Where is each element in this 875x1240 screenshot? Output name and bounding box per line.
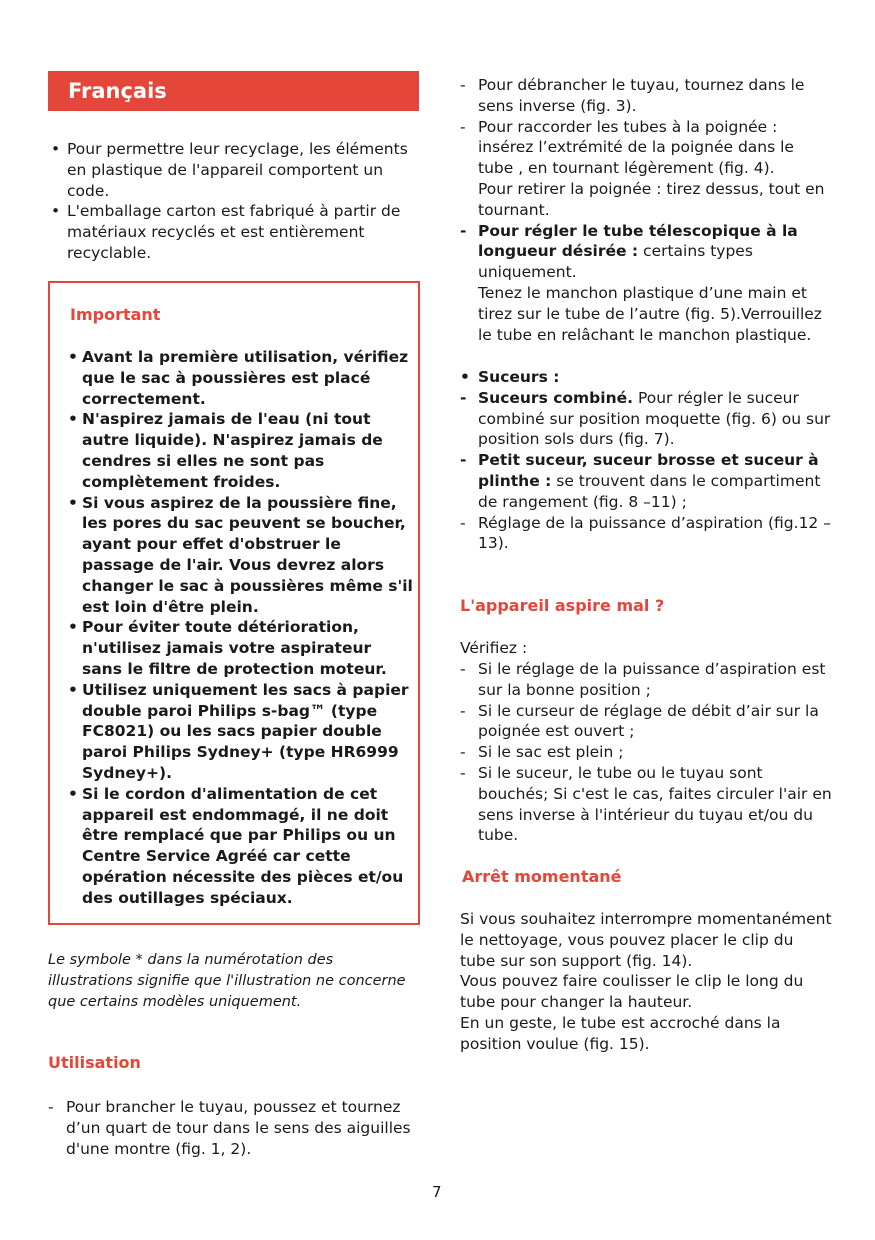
list-item — [460, 450, 832, 512]
pause-title: Arrêt momentané — [462, 867, 622, 886]
list-item: • Pour permettre leur recyclage, les éléments en plastique de l'appareil comportent un code. — [48, 139, 418, 201]
tubes-connect-text: Pour raccorder les tubes à la poignée : insérez l’extrémité de la poignée dans le tube , en tournant légèrement (fig. 4). — [478, 117, 794, 178]
list-item: - Si le suceur, le tube ou le tuyau sont bouchés; Si c'est le cas, faites circuler l'air en sens inverse à l'intérieur du tuyau et/ou du tube. — [460, 763, 835, 846]
troubleshoot-check: Vérifiez : — [460, 639, 528, 657]
usage-list — [460, 75, 832, 345]
language-header: Français — [48, 71, 419, 111]
small-nozzle-text: se trouvent dans le compartiment de rangement (fig. 8 –11) ; — [478, 471, 821, 511]
list-item: - Si le réglage de la puissance d’aspiration est sur la bonne position ; — [460, 659, 835, 701]
important-title: Important — [70, 305, 161, 324]
pause-text — [460, 909, 832, 1055]
list-item — [460, 367, 832, 388]
troubleshoot-title: L'appareil aspire mal ? — [460, 596, 665, 615]
list-item: • L'emballage carton est fabriqué à partir de matériaux recyclés et est entièrement recyclable. — [48, 201, 418, 263]
list-item — [460, 221, 832, 346]
recycling-list — [48, 139, 418, 264]
telescopic-detail: Tenez le manchon plastique d’une main et tirez sur le tube de l’autre (fig. 5).Verrouillez le tube en relâchant le manchon plastique. — [478, 283, 822, 344]
page-number: 7 — [432, 1183, 442, 1201]
nozzle-list — [460, 367, 832, 554]
important-list — [68, 347, 413, 909]
list-item: - Si le sac est plein ; — [460, 742, 835, 763]
list-item: - Pour débrancher le tuyau, tournez dans le sens inverse (fig. 3). — [460, 75, 832, 117]
list-item: • Si le cordon d'alimentation de cet appareil est endommagé, il ne doit être remplacé que par Philips ou un Centre Service Agréé car cette opération nécessite des pièces et/ou des outillages spéciaux. — [68, 784, 413, 909]
list-item: - Si le curseur de réglage de débit d’air sur la poignée est ouvert ; — [460, 701, 835, 743]
illustration-note: Le symbole * dans la numérotation des illustrations signifie que l'illustration ne concerne que certains modèles uniquement. — [48, 952, 406, 1010]
list-item: • Utilisez uniquement les sacs à papier double paroi Philips s-bag™ (type FC8021) ou les sacs papier double paroi Philips Sydney+ (type HR6999 Sydney+). — [68, 680, 413, 784]
list-item: • N'aspirez jamais de l'eau (ni tout autre liquide). N'aspirez jamais de cendres si elles ne sont pas complètement froides. — [68, 409, 413, 492]
utilisation-list — [48, 1097, 418, 1159]
important-box — [48, 281, 420, 925]
small-nozzle-heading: Petit suceur, suceur brosse et suceur à plinthe : — [478, 451, 819, 490]
pause-paragraph: Si vous souhaitez interrompre momentanément le nettoyage, vous pouvez placer le clip du tube sur son support (fig. 14). — [460, 910, 832, 970]
combined-heading: Suceurs combiné. — [478, 388, 634, 407]
telescopic-note: certains types uniquement. — [478, 242, 753, 282]
telescopic-heading: Pour régler le tube télescopique à la longueur désirée : — [478, 221, 798, 261]
list-item: • Avant la première utilisation, vérifiez que le sac à poussières est placé correctement. — [68, 347, 413, 409]
list-item: • Pour éviter toute détérioration, n'utilisez jamais votre aspirateur sans le filtre de protection moteur. — [68, 617, 413, 679]
list-item: • Si vous aspirez de la poussière fine, les pores du sac peuvent se boucher, ayant pour effet d'obstruer le passage de l'air. Vous devrez alors changer le sac à poussières même s'il est loin d'être plein. — [68, 493, 413, 618]
list-item — [460, 388, 832, 450]
troubleshoot-list — [460, 659, 835, 846]
combined-text: Pour régler le suceur combiné sur position moquette (fig. 6) ou sur position sols durs (fig. 7). — [478, 388, 831, 449]
list-item: - Réglage de la puissance d’aspiration (fig.12 –13). — [460, 513, 832, 555]
utilisation-title: Utilisation — [48, 1053, 141, 1072]
list-item — [460, 117, 832, 221]
pause-paragraph: Vous pouvez faire coulisser le clip le long du tube pour changer la hauteur. — [460, 972, 804, 1012]
pause-paragraph: En un geste, le tube est accroché dans la position voulue (fig. 15). — [460, 1013, 781, 1053]
nozzles-title: Suceurs : — [478, 368, 560, 386]
handle-remove-text: Pour retirer la poignée : tirez dessus, tout en tournant. — [478, 179, 825, 219]
list-item: - Pour brancher le tuyau, poussez et tournez d’un quart de tour dans le sens des aiguilles d'une montre (fig. 1, 2). — [48, 1097, 418, 1159]
